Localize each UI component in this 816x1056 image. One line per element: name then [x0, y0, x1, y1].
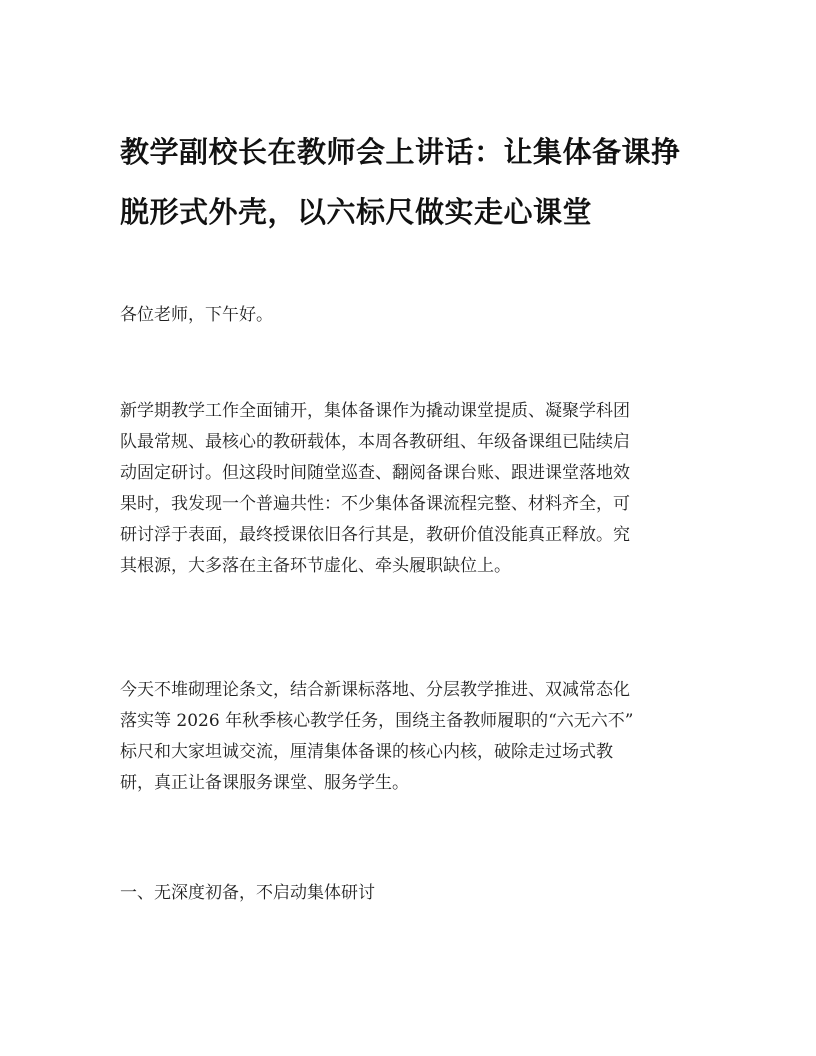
paragraph-line: 标尺和大家坦诚交流，厘清集体备课的核心内核，破除走过场式教 — [120, 742, 613, 762]
paragraph-1 — [120, 396, 700, 582]
paragraph-2 — [120, 675, 700, 799]
paragraph-line: 研，真正让备课服务课堂、服务学生。 — [120, 773, 409, 793]
paragraph-line: 落实等 2026 年秋季核心教学任务，围绕主备教师履职的“六无六不” — [120, 711, 634, 731]
greeting: 各位老师，下午好。 — [120, 305, 273, 325]
paragraph-line: 果时，我发现一个普遍共性：不少集体备课流程完整、材料齐全，可 — [120, 494, 630, 514]
section-heading-1: 一、无深度初备，不启动集体研讨 — [120, 883, 375, 903]
paragraph-line: 其根源，大多落在主备环节虚化、牵头履职缺位上。 — [120, 556, 511, 576]
paragraph-line: 动固定研讨。但这段时间随堂巡查、翻阅备课台账、跟进课堂落地效 — [120, 463, 630, 483]
title-line: 教学副校长在教师会上讲话：让集体备课挣 — [120, 135, 681, 169]
paragraph-line: 新学期教学工作全面铺开，集体备课作为撬动课堂提质、凝聚学科团 — [120, 401, 630, 421]
paragraph-line: 队最常规、最核心的教研载体，本周各教研组、年级备课组已陆续启 — [120, 432, 630, 452]
paragraph-line: 研讨浮于表面，最终授课依旧各行其是，教研价值没能真正释放。究 — [120, 525, 630, 545]
title-line: 脱形式外壳，以六标尺做实走心课堂 — [120, 195, 593, 229]
document-title — [120, 122, 700, 242]
paragraph-line: 今天不堆砌理论条文，结合新课标落地、分层教学推进、双减常态化 — [120, 680, 630, 700]
